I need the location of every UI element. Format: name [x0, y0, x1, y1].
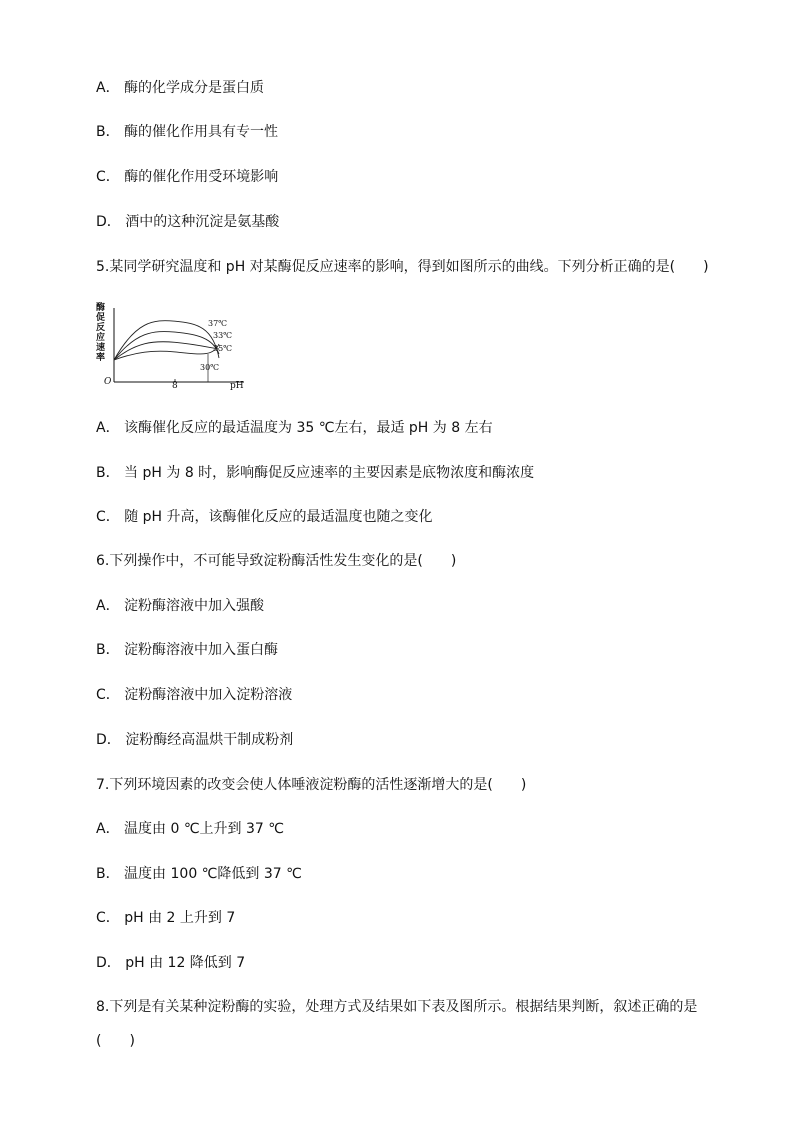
- q7-option-a: A． 温度由 0 ℃上升到 37 ℃: [96, 821, 284, 837]
- series-label-3: 30℃: [200, 363, 220, 372]
- q5-option-b: B． 当 pH 为 8 时，影响酶促反应速率的主要因素是底物浓度和酶浓度: [96, 465, 535, 481]
- q7-option-b: B． 温度由 100 ℃降低到 37 ℃: [96, 866, 302, 882]
- series-label-1: 33℃: [213, 331, 233, 340]
- q4-option-b: B． 酶的催化作用具有专一性: [96, 124, 279, 140]
- q6-option-b: B． 淀粉酶溶液中加入蛋白酶: [96, 642, 279, 658]
- q6-option-d: D． 淀粉酶经高温烘干制成粉剂: [96, 732, 294, 748]
- q7-option-c: C． pH 由 2 上升到 7: [96, 910, 236, 926]
- y-axis-label-char: 应: [96, 333, 106, 343]
- q5-option-a: A． 该酶催化反应的最适温度为 35 ℃左右，最适 pH 为 8 左右: [96, 420, 493, 436]
- y-axis-label-char: 促: [96, 313, 106, 323]
- q4-option-d: D． 酒中的这种沉淀是氨基酸: [96, 214, 280, 230]
- q5-option-c: C． 随 pH 升高，该酶催化反应的最适温度也随之变化: [96, 509, 433, 525]
- q6-option-a: A． 淀粉酶溶液中加入强酸: [96, 598, 265, 614]
- origin-label: O: [104, 377, 112, 387]
- q7-option-d: D． pH 由 12 降低到 7: [96, 955, 246, 971]
- series-label-0: 37℃: [208, 319, 228, 328]
- y-axis-label-char: 速: [96, 343, 106, 353]
- q6-option-c: C． 淀粉酶溶液中加入淀粉溶液: [96, 687, 293, 703]
- x-tick-8: 8: [172, 381, 178, 390]
- q4-option-c: C． 酶的催化作用受环境影响: [96, 169, 279, 185]
- enzyme-rate-chart: [92, 298, 252, 390]
- q8-stem-continued: ( ): [96, 1033, 135, 1049]
- series-curve-2: [114, 342, 219, 360]
- x-axis-label: pH: [230, 381, 244, 390]
- y-axis-label-char: 反: [96, 323, 106, 333]
- y-axis-label-char: 率: [96, 353, 106, 363]
- q8-stem: 8.下列是有关某种淀粉酶的实验，处理方式及结果如下表及图所示。根据结果判断，叙述正确的是: [96, 999, 698, 1015]
- series-label-2: 35℃: [213, 344, 233, 353]
- q7-stem: 7.下列环境因素的改变会使人体唾液淀粉酶的活性逐渐增大的是( ): [96, 777, 527, 793]
- q5-stem: 5.某同学研究温度和 pH 对某酶促反应速率的影响，得到如图所示的曲线。下列分析正确的是( ): [96, 259, 709, 275]
- q6-stem: 6.下列操作中，不可能导致淀粉酶活性发生变化的是( ): [96, 553, 457, 569]
- y-axis-label: [96, 301, 105, 363]
- q4-option-a: A． 酶的化学成分是蛋白质: [96, 80, 265, 96]
- y-axis-label-char: 酶: [96, 303, 106, 313]
- series-curve-1: [114, 332, 219, 360]
